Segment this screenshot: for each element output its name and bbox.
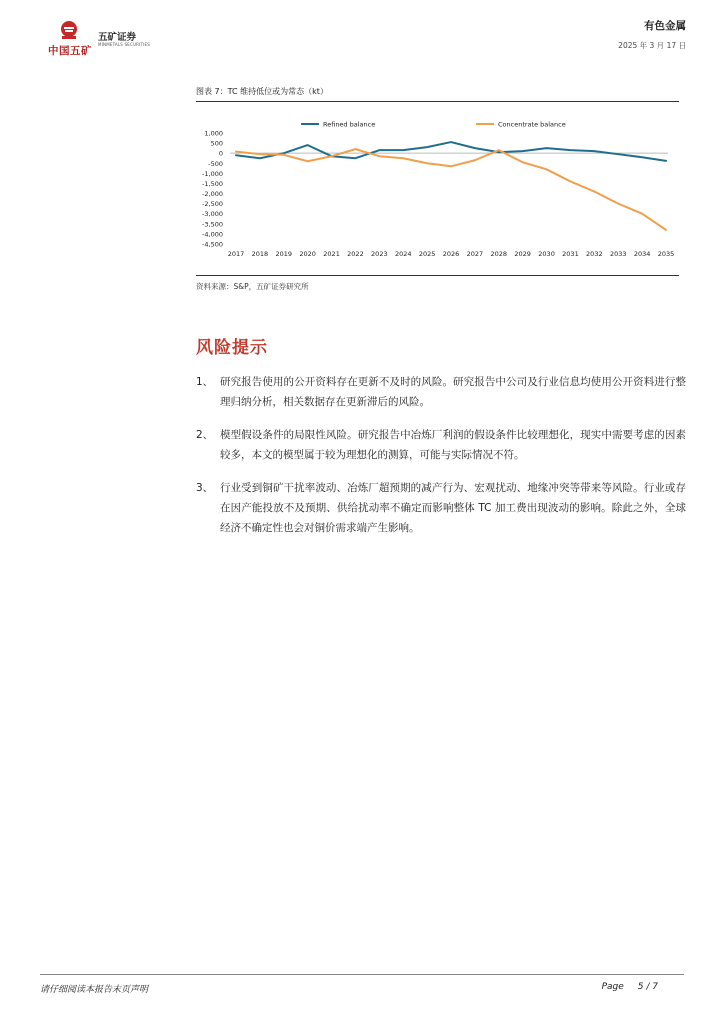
footer-disclaimer: 请仔细阅读本报告末页声明 [40, 985, 149, 995]
x-tick-label: 2032 [586, 250, 603, 258]
x-axis [228, 250, 675, 258]
x-tick-label: 2029 [514, 250, 531, 258]
x-tick-label: 2026 [442, 250, 460, 258]
series-line [236, 149, 666, 230]
y-tick-label: -3,500 [202, 220, 223, 229]
series-line [236, 142, 666, 161]
x-tick-label: 2024 [394, 250, 412, 258]
risk-number: 3、 [196, 482, 214, 494]
y-tick-label: -500 [208, 159, 223, 168]
risk-item [196, 425, 686, 465]
y-tick-label: -1,000 [202, 169, 223, 178]
footer-rule [40, 974, 684, 975]
figure-top-rule [196, 101, 679, 102]
y-tick-label: 1,000 [204, 129, 223, 138]
x-tick-label: 2027 [466, 250, 484, 258]
x-tick-label: 2017 [227, 250, 245, 258]
y-tick-label: -4,000 [202, 230, 223, 239]
x-tick-label: 2023 [371, 250, 388, 258]
section-title: 风险提示 [196, 338, 268, 358]
risk-number: 2、 [196, 429, 214, 441]
company-logo [46, 20, 150, 57]
x-tick-label: 2020 [299, 250, 316, 258]
page-count: 5 / 7 [637, 982, 658, 992]
risk-item [196, 478, 686, 538]
risk-text: 研究报告使用的公开资料存在更新不及时的风险。研究报告中公司及行业信息均使用公开资料进行整理归纳分析，相关数据存在更新滞后的风险。 [220, 376, 686, 408]
x-tick-label: 2019 [275, 250, 293, 258]
legend-label: Refined balance [323, 120, 376, 129]
x-tick-label: 2018 [251, 250, 269, 258]
balance-line-chart [196, 104, 679, 274]
page-number [602, 982, 658, 992]
x-tick-label: 2034 [633, 250, 651, 258]
chart-legend [301, 121, 566, 129]
y-tick-label: -2,500 [202, 200, 223, 209]
x-tick-label: 2022 [347, 250, 364, 258]
x-tick-label: 2021 [323, 250, 340, 258]
y-tick-label: -1,500 [202, 179, 223, 188]
y-tick-label: -2,000 [202, 190, 223, 199]
x-tick-label: 2025 [418, 250, 436, 258]
logo-cn-text: 中国五矿 [48, 45, 92, 57]
x-tick-label: 2030 [538, 250, 555, 258]
risk-text: 行业受到铜矿干扰率波动、冶炼厂超预期的减产行为、宏观扰动、地缘冲突等带来等风险。行业或存在因产能投放不及预期、供给扰动率不确定而影响整体 TC 加工费出现波动的影响。除此之外，全球经济不确定性也会对铜价需求端产生影响。 [220, 482, 686, 534]
header-meta [618, 18, 686, 51]
y-tick-label: 500 [210, 139, 223, 148]
y-tick-label: -4,500 [202, 240, 223, 249]
x-tick-label: 2031 [562, 250, 579, 258]
risk-list [196, 372, 686, 551]
logo-brand-text: 五矿证券 [98, 32, 137, 43]
y-axis [202, 130, 223, 249]
x-tick-label: 2028 [490, 250, 508, 258]
legend-label: Concentrate balance [498, 120, 566, 129]
risk-number: 1、 [196, 376, 214, 388]
logo-brand-en-text: MINMETALS SECURITIES [98, 42, 150, 47]
page-label: Page [601, 982, 624, 992]
figure-title: 图表 7：TC 维持低位或为常态（kt） [196, 87, 328, 96]
risk-text: 模型假设条件的局限性风险。研究报告中冶炼厂利润的假设条件比较理想化，现实中需要考虑的因素较多，本文的模型属于较为理想化的测算，可能与实际情况不符。 [220, 429, 686, 461]
x-tick-label: 2035 [657, 250, 675, 258]
figure-bottom-rule [196, 275, 679, 276]
x-tick-label: 2033 [609, 250, 627, 258]
figure-source: 资料来源：S&P，五矿证券研究所 [196, 282, 309, 291]
report-date: 2025 年 3 月 17 日 [618, 41, 686, 50]
y-tick-label: 0 [218, 149, 223, 158]
chart-series [236, 142, 666, 230]
report-category: 有色金属 [644, 20, 686, 32]
logo-emblem-icon [58, 20, 80, 42]
y-tick-label: -3,000 [202, 210, 223, 219]
risk-item [196, 372, 686, 412]
